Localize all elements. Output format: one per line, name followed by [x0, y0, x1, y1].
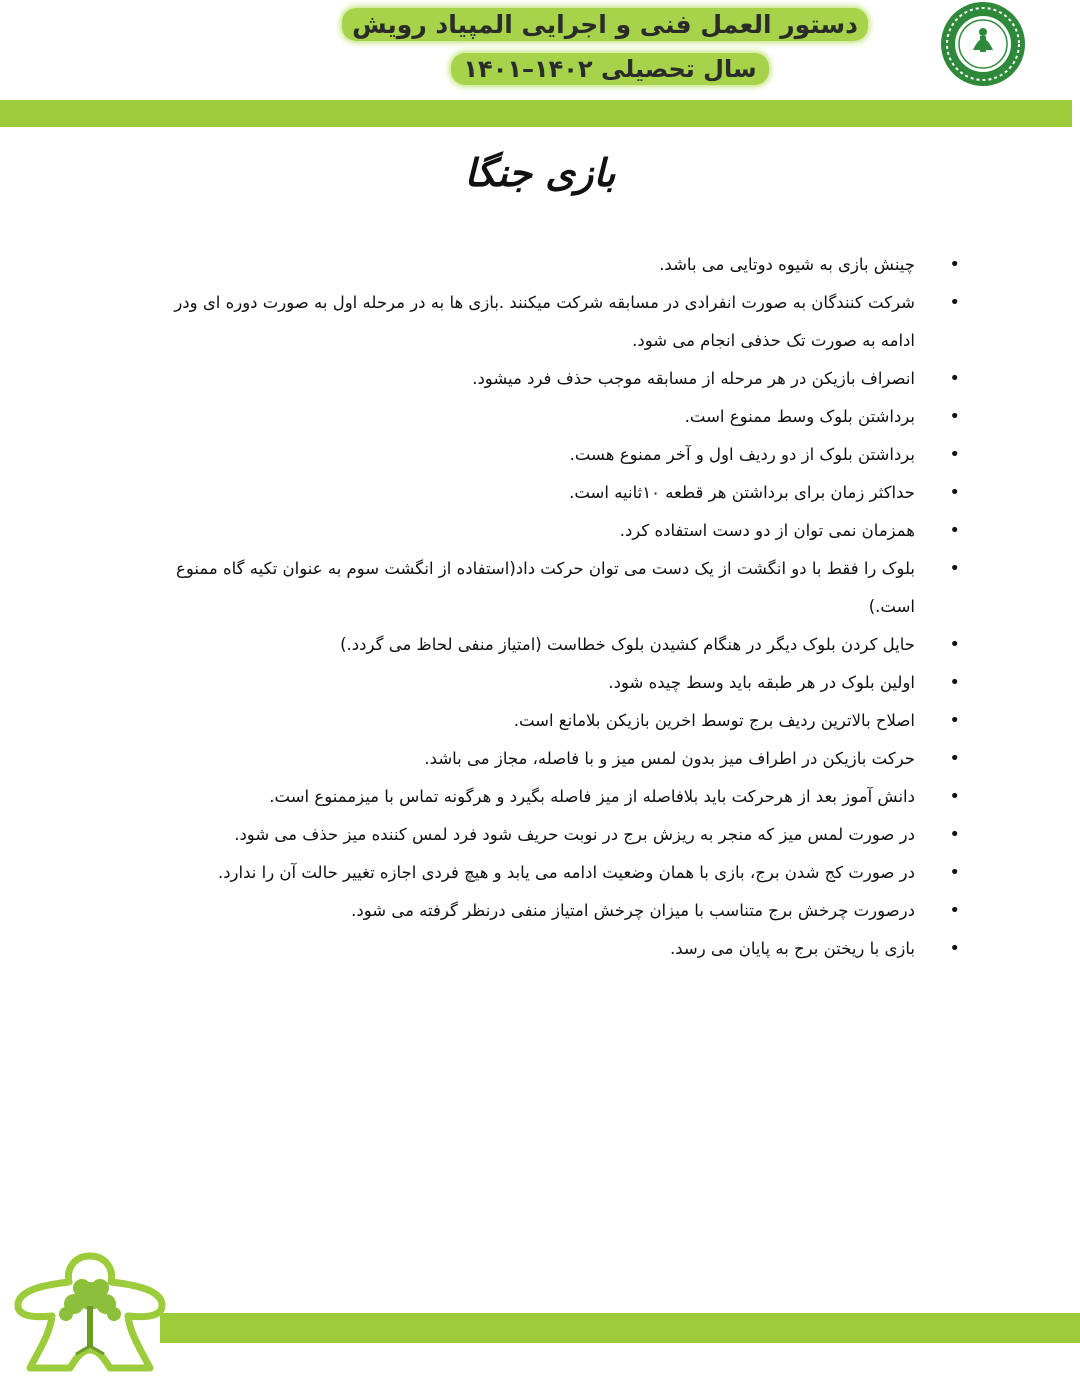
- header-title-text: دستور العمل فنی و اجرایی المپیاد رویش: [342, 8, 868, 41]
- rule-text: بازی با ریختن برج به پایان می رسد.: [669, 939, 915, 958]
- rule-text: دانش آموز بعد از هرحرکت باید بلافاصله از میز فاصله بگیرد و هرگونه تماس با میزممنوع است.: [269, 787, 915, 806]
- header-subtitle-text: سال تحصیلی ۱۴۰۲–۱۴۰۱: [451, 53, 768, 85]
- rule-text: اصلاح بالاترین ردیف برج توسط اخرین بازیکن بلامانع است.: [513, 711, 915, 730]
- rules-list: [160, 246, 960, 968]
- rule-text: شرکت کنندگان به صورت انفرادی در مسابقه شرکت میکنند .بازی ها به در مرحله اول به صورت دوره ای ودر ادامه به صورت تک حذفی انجام می شود.: [174, 293, 915, 350]
- rule-item: [160, 664, 960, 702]
- bullet-icon: •: [949, 368, 960, 389]
- bullet-icon: •: [949, 710, 960, 731]
- rule-item: [160, 892, 960, 930]
- rule-item: [160, 740, 960, 778]
- rule-item: [160, 550, 960, 626]
- rule-text: بلوک را فقط با دو انگشت از یک دست می توان حرکت داد(استفاده از انگشت سوم به عنوان تکیه گاه ممنوع است.): [176, 559, 915, 616]
- rule-item: [160, 626, 960, 664]
- bullet-icon: •: [949, 862, 960, 883]
- rule-text: درصورت چرخش برج متناسب با میزان چرخش امتیاز منفی درنظر گرفته می شود.: [351, 901, 915, 920]
- rule-text: همزمان نمی توان از دو دست استفاده کرد.: [619, 521, 915, 540]
- rule-text: در صورت لمس میز که منجر به ریزش برج در نوبت حریف شود فرد لمس کننده میز حذف می شود.: [234, 825, 915, 844]
- rule-item: [160, 816, 960, 854]
- header-title: [340, 10, 870, 39]
- rule-item: [160, 778, 960, 816]
- bullet-icon: •: [949, 520, 960, 541]
- header-subtitle: [430, 55, 790, 83]
- rule-item: [160, 398, 960, 436]
- rule-item: [160, 436, 960, 474]
- rule-item: [160, 930, 960, 968]
- bullet-icon: •: [949, 482, 960, 503]
- rule-text: اولین بلوک در هر طبقه باید وسط چیده شود.: [608, 673, 915, 692]
- bullet-icon: •: [949, 938, 960, 959]
- header-accent-bar: [0, 100, 1072, 127]
- page-title: بازی جنگا: [464, 150, 616, 195]
- bullet-icon: •: [949, 824, 960, 845]
- bullet-icon: •: [949, 292, 960, 313]
- bullet-icon: •: [949, 254, 960, 275]
- green-round-seal-icon: [918, 0, 1048, 92]
- rule-text: حرکت بازیکن در اطراف میز بدون لمس میز و با فاصله، مجاز می باشد.: [424, 749, 915, 768]
- bullet-icon: •: [949, 558, 960, 579]
- rule-item: [160, 474, 960, 512]
- bullet-icon: •: [949, 786, 960, 807]
- footer-accent-bar: [160, 1313, 1080, 1343]
- rule-item: [160, 284, 960, 360]
- rule-text: چینش بازی به شیوه دوتایی می باشد.: [659, 255, 915, 274]
- rule-text: برداشتن بلوک وسط ممنوع است.: [684, 407, 915, 426]
- rule-text: حداکثر زمان برای برداشتن هر قطعه ۱۰ثانیه است.: [569, 483, 915, 502]
- rule-text: در صورت کج شدن برج، بازی با همان وضعیت ادامه می یابد و هیچ فردی اجازه تغییر حالت آن را ندارد.: [217, 863, 915, 882]
- rule-item: [160, 246, 960, 284]
- rule-item: [160, 854, 960, 892]
- bullet-icon: •: [949, 748, 960, 769]
- rule-item: [160, 512, 960, 550]
- bullet-icon: •: [949, 672, 960, 693]
- rule-item: [160, 702, 960, 740]
- rule-text: حایل کردن بلوک دیگر در هنگام کشیدن بلوک خطاست (امتیاز منفی لحاظ می گردد.): [340, 635, 915, 654]
- document-header: [0, 0, 1080, 100]
- bullet-icon: •: [949, 900, 960, 921]
- meeple-tree-logo-icon: [10, 1248, 170, 1378]
- bullet-icon: •: [949, 444, 960, 465]
- bullet-icon: •: [949, 406, 960, 427]
- rule-text: انصراف بازیکن در هر مرحله از مسابقه موجب حذف فرد میشود.: [472, 369, 915, 388]
- rule-item: [160, 360, 960, 398]
- bullet-icon: •: [949, 634, 960, 655]
- rule-text: برداشتن بلوک از دو ردیف اول و آخر ممنوع هست.: [569, 445, 915, 464]
